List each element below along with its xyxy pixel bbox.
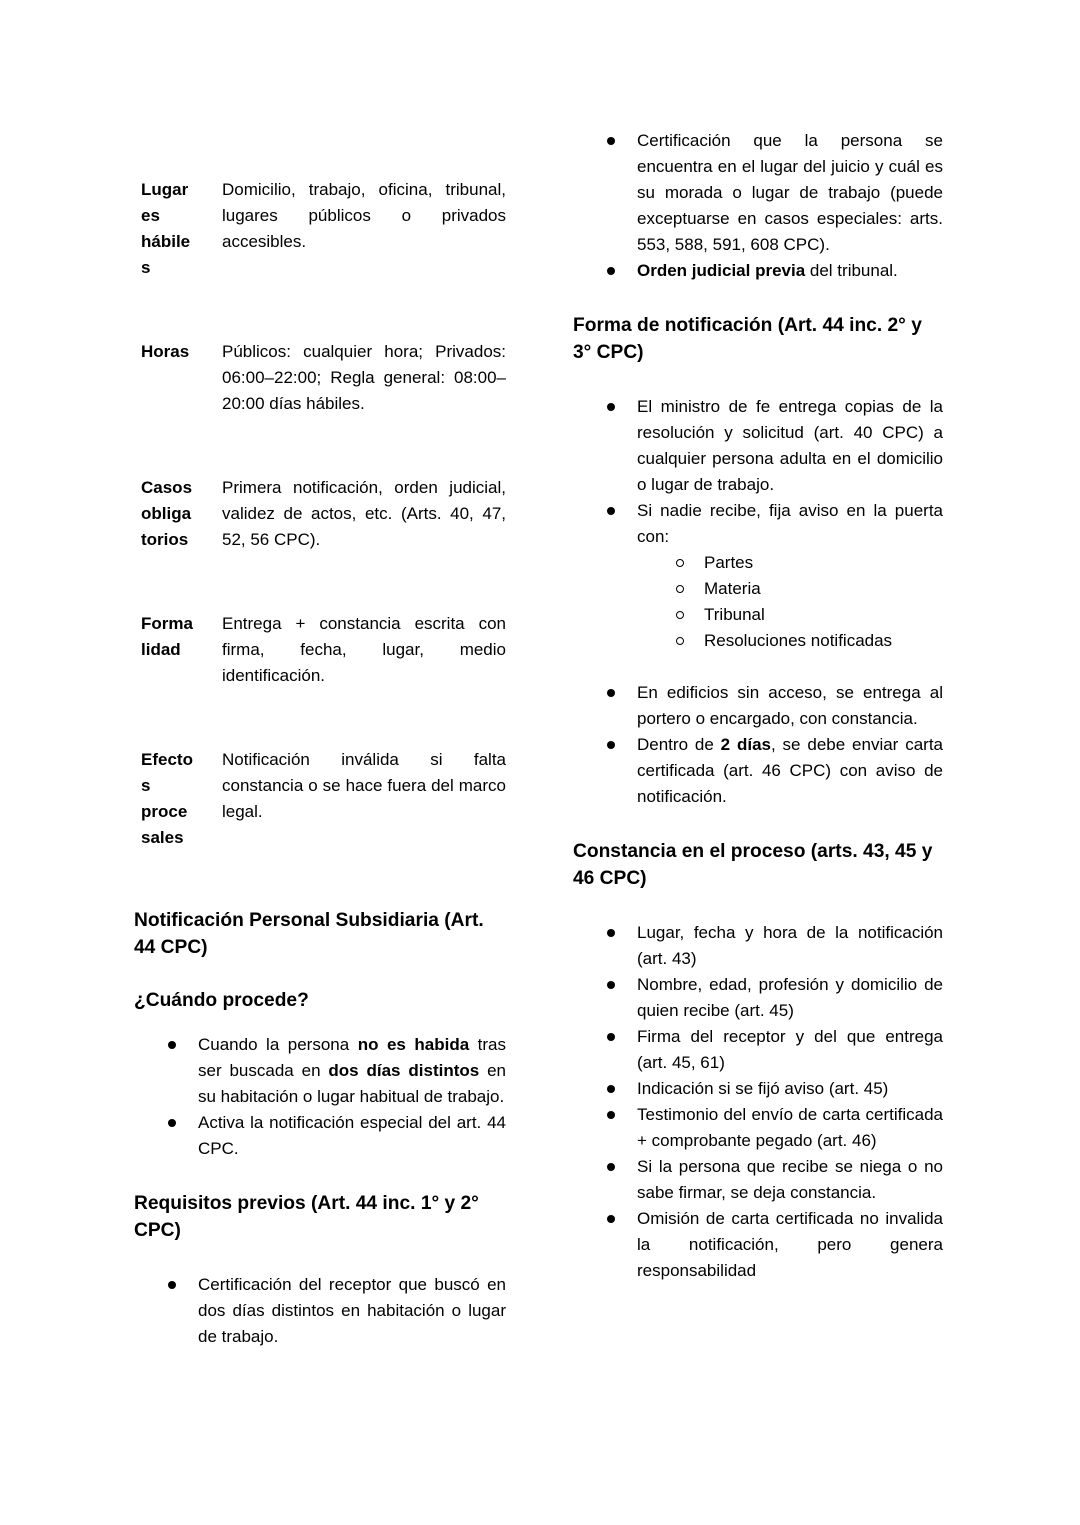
table-row (134, 177, 506, 281)
bullet-list (573, 920, 943, 1284)
info-table (134, 177, 506, 851)
table-label-line: s (141, 776, 151, 795)
table-row-label (141, 747, 222, 851)
table-row-label (141, 475, 222, 553)
bullet-icon (607, 267, 615, 275)
bullet-item (573, 394, 943, 498)
bullet-list (573, 394, 943, 810)
table-row-content: Entrega + constancia escrita con firma, fecha, lugar, medio identificación. (222, 614, 506, 685)
bullet-item (573, 498, 943, 550)
table-label-line: obliga (141, 504, 192, 523)
bullet-item (573, 1102, 943, 1154)
section-heading: Constancia en el proceso (arts. 43, 45 y 46 CPC) (573, 841, 933, 889)
bullet-list (134, 1272, 506, 1350)
table-row-label (141, 611, 222, 689)
bold-text-run: no es habida (357, 1035, 470, 1054)
bullet-icon (607, 689, 615, 697)
section-heading: Notificación Personal Subsidiaria (Art. 44 CPC) (134, 910, 484, 958)
text-run: Partes (704, 553, 754, 572)
text-run: Tribunal (704, 605, 765, 624)
table-row-label (141, 339, 222, 417)
text-run: Firma del receptor y del que entrega (art. 45, 61) (637, 1027, 943, 1072)
text-run: El ministro de fe entrega copias de la resolución y solicitud (art. 40 CPC) a cualquier persona adulta en el domicilio o lugar de trabajo. (637, 397, 943, 494)
table-label-line: sales (141, 828, 184, 847)
sub-bullet-item (573, 628, 943, 654)
bullet-item (573, 1076, 943, 1102)
bullet-icon (607, 981, 615, 989)
table-label-line: es (141, 206, 160, 225)
text-run: Testimonio del envío de carta certificada + comprobante pegado (art. 46) (637, 1105, 943, 1150)
bold-text-run: Orden judicial previa (637, 261, 806, 280)
bullet-icon (168, 1119, 176, 1127)
bullet-list (134, 1032, 506, 1162)
text-run: Cuando la persona (198, 1035, 358, 1054)
text-run: Activa la notificación especial del art. 44 CPC. (198, 1113, 506, 1158)
bullet-item (573, 1206, 943, 1284)
table-label-line: proce (141, 802, 188, 821)
bullet-icon (607, 1085, 615, 1093)
bullet-icon (168, 1281, 176, 1289)
text-run: Certificación que la persona se encuentra en el lugar del juicio y cuál es su morada o lugar de trabajo (puede exceptuarse en casos especiales: arts. 553, 588, 591, 608 CPC). (637, 131, 943, 254)
text-run: , se debe enviar carta certificada (art. 46 CPC) con aviso de notificación. (637, 735, 943, 806)
sub-bullet-item (573, 576, 943, 602)
bold-text-run: dos días distintos (328, 1061, 480, 1080)
text-run: Lugar, fecha y hora de la notificación (art. 43) (637, 923, 943, 968)
text-run: Si la persona que recibe se niega o no sabe firmar, se deja constancia. (637, 1157, 943, 1202)
sub-bullet-item (573, 602, 943, 628)
bullet-item (134, 1032, 506, 1110)
table-row (134, 747, 506, 851)
table-label-line: lidad (141, 640, 181, 659)
bullet-item (573, 972, 943, 1024)
hollow-bullet-icon (676, 559, 684, 567)
table-label-line: torios (141, 530, 189, 549)
text-run: Si nadie recibe, fija aviso en la puerta con: (637, 501, 943, 546)
table-row (134, 339, 506, 417)
text-run: Omisión de carta certificada no invalida la notificación, pero genera responsabilidad (637, 1209, 943, 1280)
bullet-item (573, 1024, 943, 1076)
table-label-line: Lugar (141, 180, 189, 199)
bullet-icon (168, 1041, 176, 1049)
table-label-line: Forma (141, 614, 193, 633)
hollow-bullet-icon (676, 637, 684, 645)
bullet-icon (607, 507, 615, 515)
bullet-icon (607, 1163, 615, 1171)
table-label-line: Efecto (141, 750, 193, 769)
bullet-icon (607, 741, 615, 749)
text-run: Certificación del receptor que buscó en dos días distintos en habitación o lugar de trabajo. (198, 1275, 506, 1346)
table-row-content: Domicilio, trabajo, oficina, tribunal, lugares públicos o privados accesibles. (222, 180, 506, 251)
bullet-icon (607, 1033, 615, 1041)
bullet-item (573, 258, 943, 284)
table-row-label (141, 177, 222, 281)
bullet-item (573, 732, 943, 810)
table-label-line: s (141, 258, 151, 277)
text-run: Nombre, edad, profesión y domicilio de quien recibe (art. 45) (637, 975, 943, 1020)
text-run: del tribunal. (805, 261, 898, 280)
bullet-item (573, 128, 943, 258)
hollow-bullet-icon (676, 611, 684, 619)
subsection-heading: ¿Cuándo procede? (134, 990, 309, 1011)
text-run: Resoluciones notificadas (704, 631, 893, 650)
bold-text-run: 2 días (720, 735, 771, 754)
table-row (134, 611, 506, 689)
table-label-line: Horas (141, 342, 190, 361)
text-run: Materia (704, 579, 761, 598)
bullet-icon (607, 1111, 615, 1119)
bullet-item (134, 1272, 506, 1350)
section-heading: Requisitos previos (Art. 44 inc. 1° y 2° CPC) (134, 1193, 479, 1241)
section-heading: Forma de notificación (Art. 44 inc. 2° y 3° CPC) (573, 315, 922, 363)
table-label-line: hábile (141, 232, 191, 251)
text-run: En edificios sin acceso, se entrega al portero o encargado, con constancia. (637, 683, 943, 728)
bullet-list (573, 128, 943, 284)
bullet-item (573, 1154, 943, 1206)
text-run: Indicación si se fijó aviso (art. 45) (637, 1079, 889, 1098)
bullet-item (573, 680, 943, 732)
bullet-icon (607, 1215, 615, 1223)
bullet-icon (607, 403, 615, 411)
table-row-content: Primera notificación, orden judicial, validez de actos, etc. (Arts. 40, 47, 52, 56 CPC). (222, 478, 506, 549)
text-run: Dentro de (637, 735, 721, 754)
bullet-icon (607, 929, 615, 937)
left-column (134, 177, 506, 1350)
bullet-item (573, 920, 943, 972)
table-row (134, 475, 506, 553)
text-run: tras ser buscada en (198, 1035, 506, 1080)
table-row-content: Notificación inválida si falta constancia o se hace fuera del marco legal. (222, 750, 506, 821)
table-label-line: Casos (141, 478, 193, 497)
bullet-item (134, 1110, 506, 1162)
text-run: en su habitación o lugar habitual de trabajo. (198, 1061, 506, 1106)
hollow-bullet-icon (676, 585, 684, 593)
bullet-icon (607, 137, 615, 145)
sub-bullet-item (573, 550, 943, 576)
table-row-content: Públicos: cualquier hora; Privados: 06:00–22:00; Regla general: 08:00–20:00 días hábiles. (222, 342, 506, 413)
right-column (573, 128, 943, 1284)
